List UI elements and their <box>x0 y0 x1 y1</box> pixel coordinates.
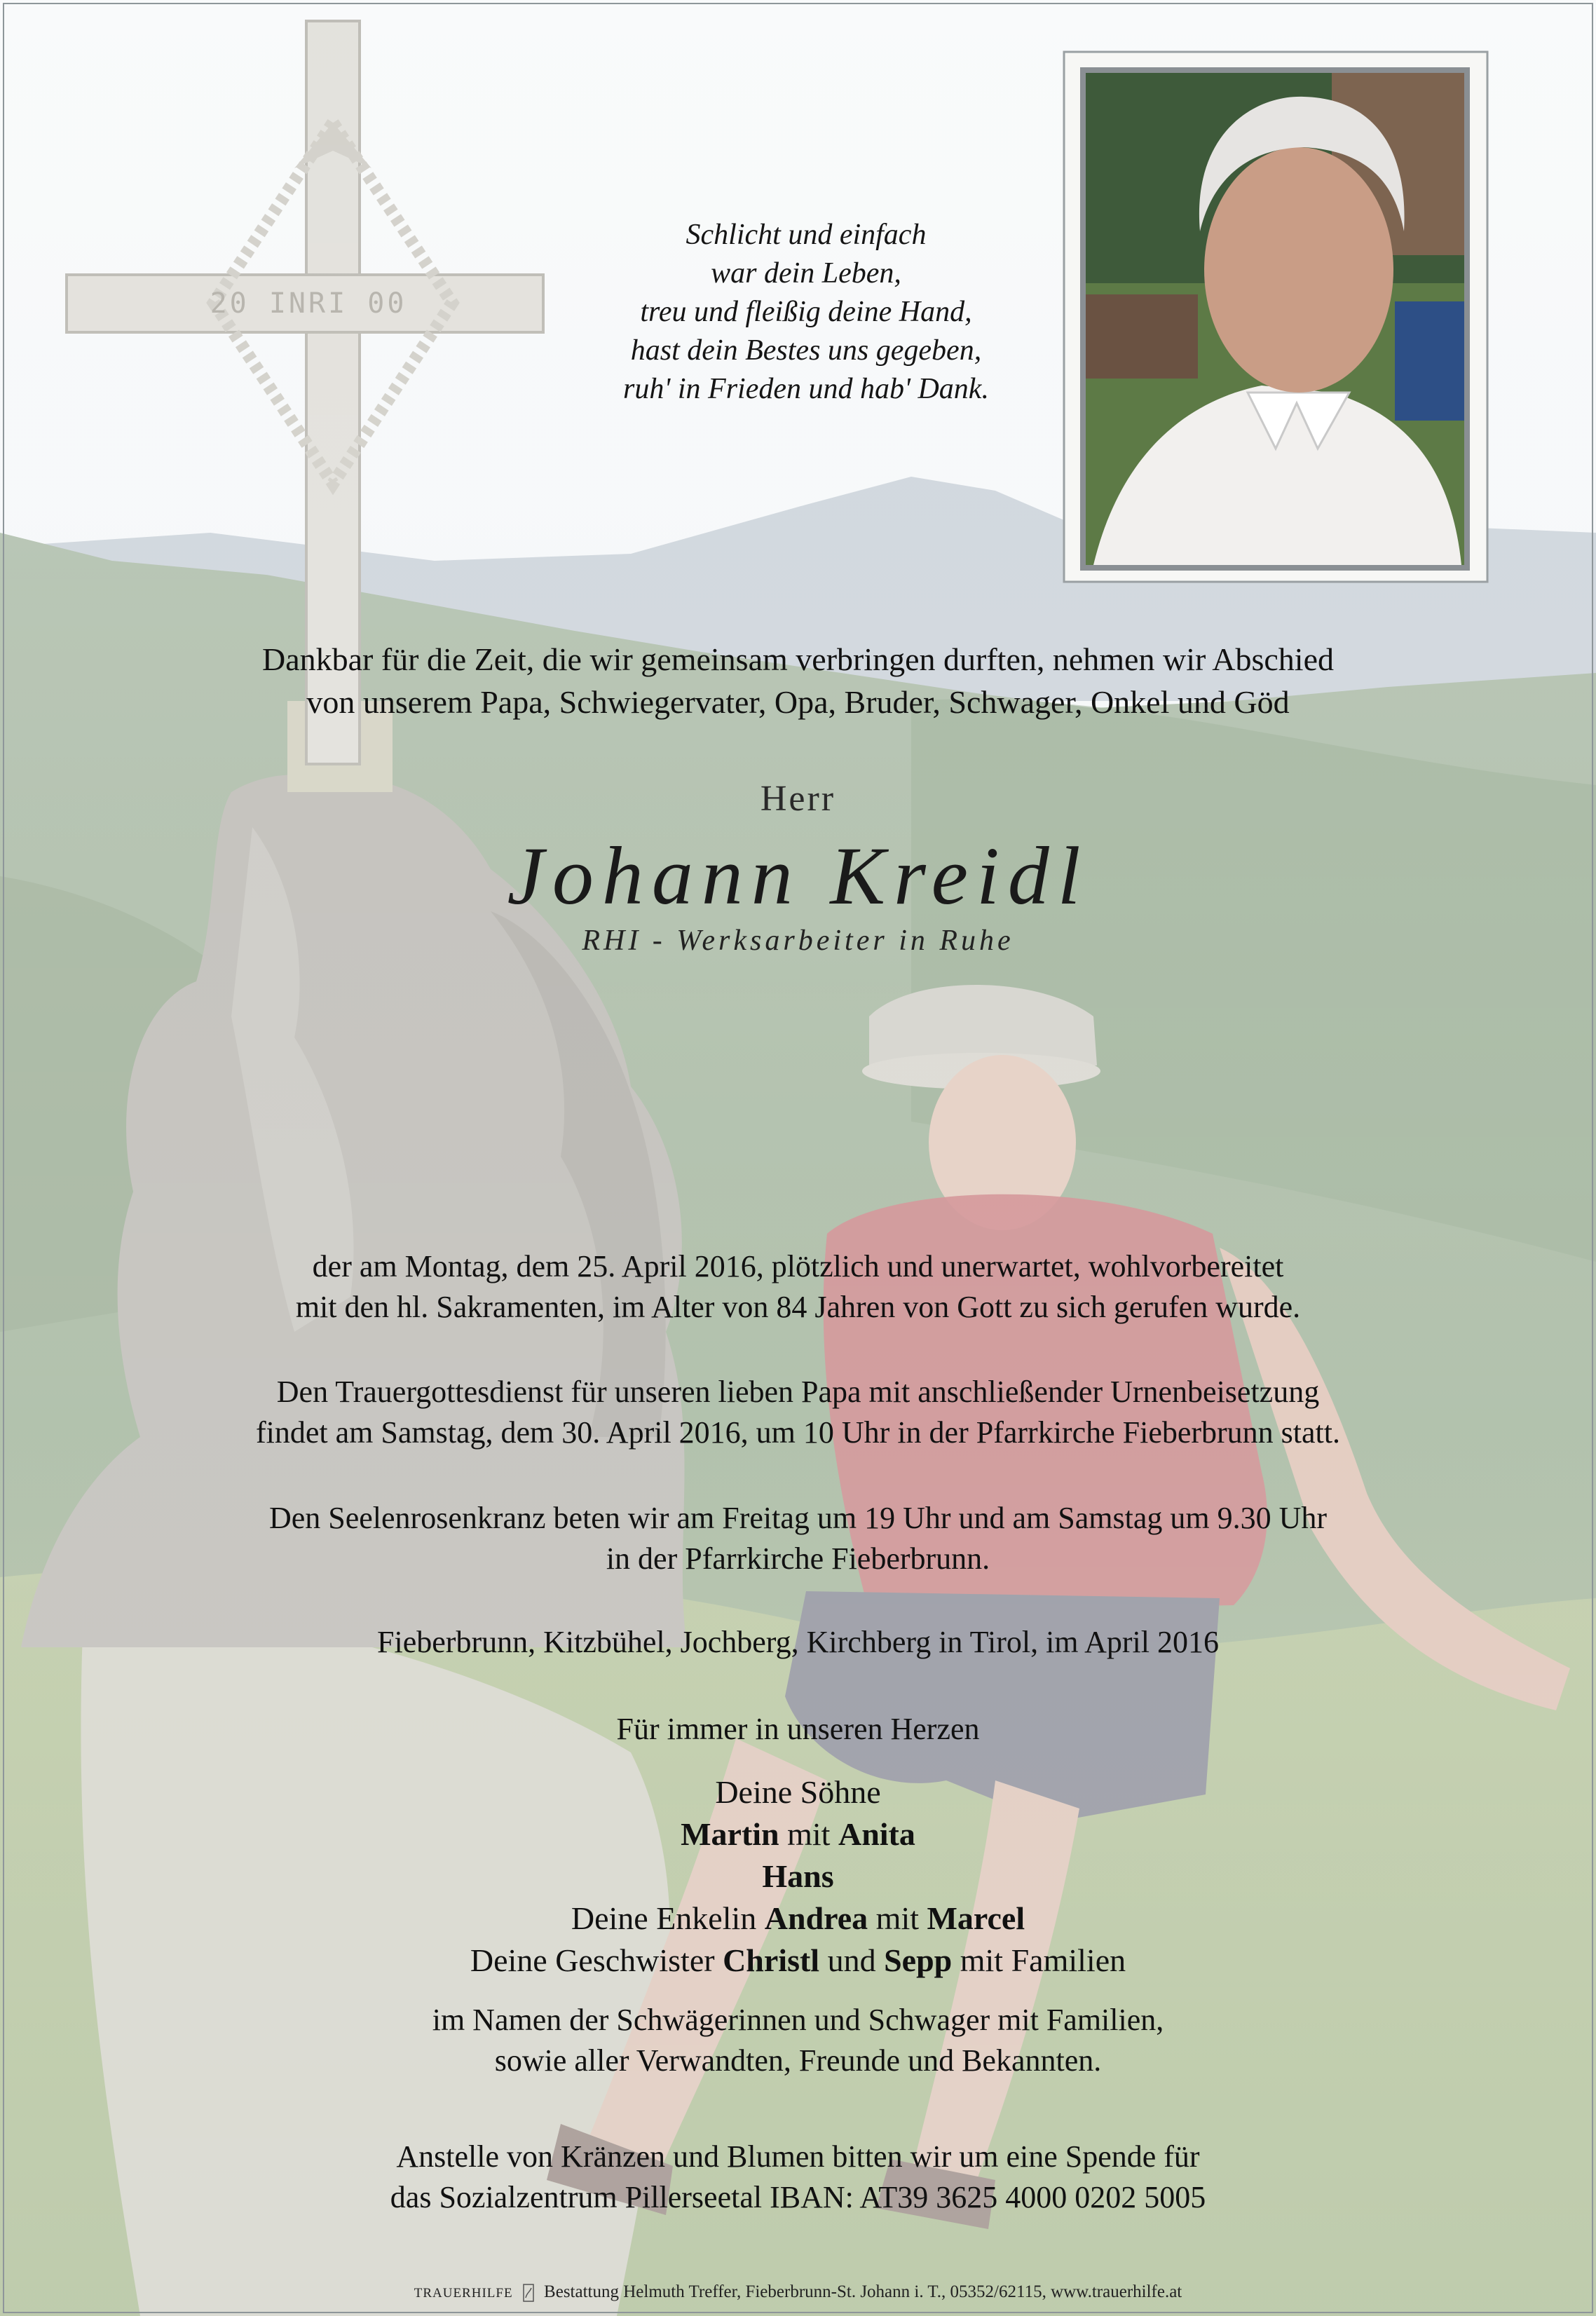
farewell-intro <box>0 638 1596 723</box>
rosary-line: in der Pfarrkirche Fieberbrunn. <box>606 1541 990 1576</box>
sibling-name: Christl <box>723 1942 820 1978</box>
connector: mit <box>875 1900 920 1936</box>
donation-request <box>0 2137 1596 2218</box>
footer <box>0 2282 1596 2302</box>
partner-name: Anita <box>838 1816 915 1852</box>
siblings-line <box>0 1940 1596 1982</box>
verse-line: Schlicht und einfach <box>686 219 927 251</box>
donation-line: das Sozialzentrum Pillerseetal IBAN: AT39 3625 4000 0202 5005 <box>390 2180 1206 2214</box>
service-line: findet am Samstag, dem 30. April 2016, um 10 Uhr in der Pfarrkirche Fieberbrunn statt. <box>255 1415 1341 1450</box>
on-behalf-line: sowie aller Verwandten, Freunde und Bekannten. <box>494 2043 1102 2078</box>
son-name: Martin <box>681 1816 779 1852</box>
partner-name: Marcel <box>927 1900 1025 1936</box>
rosary-prayer <box>0 1498 1596 1579</box>
family-mourners <box>0 1771 1596 1982</box>
verse-line: hast dein Bestes uns gegeben, <box>630 334 982 367</box>
rosary-line: Den Seelenrosenkranz beten wir am Freitag um 19 Uhr und am Samstag um 9.30 Uhr <box>268 1501 1328 1535</box>
death-notice <box>0 1246 1596 1328</box>
intro-line: Dankbar für die Zeit, die wir gemeinsam verbringen durften, nehmen wir Abschied <box>261 641 1334 677</box>
death-notice-line: mit den hl. Sakramenten, im Alter von 84 Jahren von Gott zu sich gerufen wurde. <box>295 1290 1301 1324</box>
siblings-label: Deine Geschwister <box>470 1942 715 1978</box>
on-behalf-line: im Namen der Schwägerinnen und Schwager mit Familien, <box>432 2003 1164 2037</box>
deceased-name: Johann Kreidl <box>507 830 1089 922</box>
siblings-suffix: mit Familien <box>960 1942 1126 1978</box>
footer-brand: TRAUERHILFE <box>414 2286 513 2301</box>
occupation: RHI - Werksarbeiter in Ruhe <box>582 925 1014 957</box>
footer-text: Bestattung Helmuth Treffer, Fieberbrunn-St. Johann i. T., 05352/62115, www.trauerhilfe.at <box>544 2282 1182 2301</box>
grandchild-line <box>0 1898 1596 1940</box>
son-line-1 <box>0 1813 1596 1855</box>
service-line: Den Trauergottesdienst für unseren lieben Papa mit anschließender Urnenbeisetzung <box>276 1375 1320 1409</box>
verse-line: ruh' in Frieden und hab' Dank. <box>623 373 989 405</box>
grandchild-label: Deine Enkelin <box>571 1900 757 1936</box>
grandchild-name: Andrea <box>764 1900 868 1936</box>
sons-label: Deine Söhne <box>715 1774 881 1810</box>
donation-line: Anstelle von Kränzen und Blumen bitten wir um eine Spende für <box>396 2139 1200 2174</box>
connector: und <box>827 1942 876 1978</box>
connector: mit <box>787 1816 831 1852</box>
trauerhilfe-logo-icon <box>523 2284 534 2302</box>
funeral-service <box>0 1372 1596 1453</box>
son-line-2 <box>0 1855 1596 1898</box>
sibling-name: Sepp <box>884 1942 953 1978</box>
verse-line: war dein Leben, <box>711 257 901 290</box>
places-date: Fieberbrunn, Kitzbühel, Jochberg, Kirchberg in Tirol, im April 2016 <box>377 1625 1219 1659</box>
closing-phrase: Für immer in unseren Herzen <box>616 1712 980 1746</box>
intro-line: von unserem Papa, Schwiegervater, Opa, Bruder, Schwager, Onkel und Göd <box>306 684 1290 720</box>
verse-line: treu und fleißig deine Hand, <box>640 296 972 328</box>
death-notice-line: der am Montag, dem 25. April 2016, plötzlich und unerwartet, wohlvorbereitet <box>312 1249 1284 1283</box>
on-behalf-of <box>0 2000 1596 2081</box>
memorial-verse <box>519 216 1093 409</box>
salutation: Herr <box>760 779 836 819</box>
son-name: Hans <box>762 1858 834 1894</box>
